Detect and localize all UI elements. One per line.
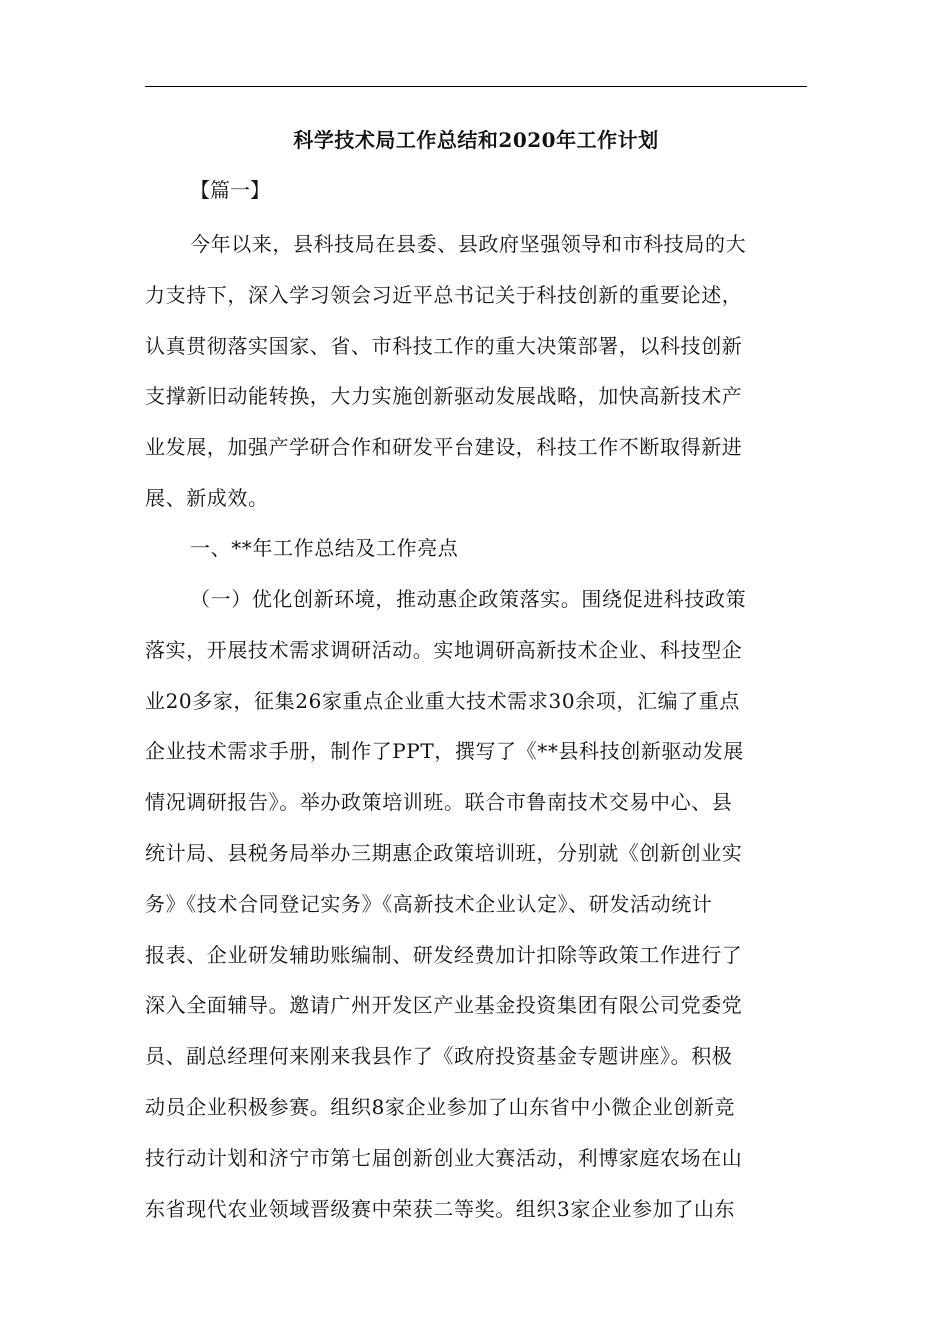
paragraph-line: 情况调研报告》。举办政策培训班。联合市鲁南技术交易中心、县: [145, 790, 733, 815]
paragraph-line: 落实，开展技术需求调研活动。实地调研高新技术企业、科技型企: [145, 637, 743, 662]
paragraph-line: 认真贯彻落实国家、省、市科技工作的重大决策部署，以科技创新: [145, 333, 743, 358]
paragraph-line: 员、副总经理何来刚来我县作了《政府投资基金专题讲座》。积极: [145, 1044, 733, 1069]
paragraph-line: 业20多家，征集26家重点企业重大技术需求30余项，汇编了重点: [145, 688, 740, 713]
paragraph-line: 技行动计划和济宁市第七届创新创业大赛活动，利博家庭农场在山: [145, 1145, 743, 1170]
paragraph-line: 展、新成效。: [145, 485, 269, 510]
paragraph-line: 动员企业积极参赛。组织8家企业参加了山东省中小微企业创新竞: [145, 1094, 736, 1119]
paragraph-line: 企业技术需求手册，制作了PPT，撰写了《**县科技创新驱动发展: [145, 739, 744, 764]
paragraph-line: （一）优化创新环境，推动惠企政策落实。围绕促进科技政策: [190, 587, 747, 611]
section-mark: 【篇一】: [190, 178, 270, 202]
paragraph-line: 统计局、县税务局举办三期惠企政策培训班，分别就《创新创业实: [145, 840, 743, 865]
paragraph-line: 务》《技术合同登记实务》《高新技术企业认定》、研发活动统计: [145, 891, 713, 916]
paragraph-line: 深入全面辅导。邀请广州开发区产业基金投资集团有限公司党委党: [145, 993, 743, 1018]
paragraph-line: 业发展，加强产学研合作和研发平台建设，科技工作不断取得新进: [145, 435, 743, 460]
section-heading: 一、**年工作总结及工作亮点: [190, 536, 459, 560]
body-paragraph: [145, 574, 807, 1234]
paragraph-line: 今年以来，县科技局在县委、县政府坚强领导和市科技局的大: [190, 232, 747, 256]
header-rule: [145, 86, 807, 87]
paragraph-line: 力支持下，深入学习领会习近平总书记关于科技创新的重要论述，: [145, 282, 743, 307]
intro-paragraph: [145, 219, 807, 524]
paragraph-line: 报表、企业研发辅助账编制、研发经费加计扣除等政策工作进行了: [145, 942, 743, 967]
document-title: 科学技术局工作总结和2020年工作计划: [293, 128, 659, 152]
paragraph-line: 支撑新旧动能转换，大力实施创新驱动发展战略，加快高新技术产: [145, 384, 743, 409]
paragraph-line: 东省现代农业领域晋级赛中荣获二等奖。组织3家企业参加了山东: [145, 1196, 736, 1221]
